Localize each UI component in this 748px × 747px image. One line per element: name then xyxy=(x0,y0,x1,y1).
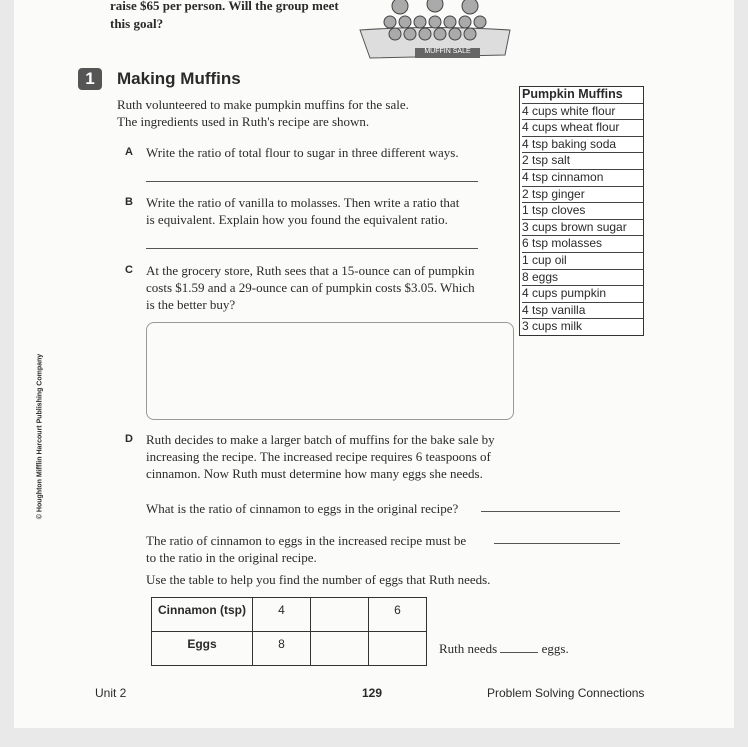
intro-line: this goal? xyxy=(110,16,164,31)
eggs-answer-blank[interactable] xyxy=(500,652,538,653)
ratio-answer-line[interactable] xyxy=(481,511,620,512)
part-a-label: A xyxy=(125,146,133,158)
text-line: is equivalent. Explain how you found the equivalent ratio. xyxy=(146,212,448,227)
text-line: Ruth decides to make a larger batch of muffins for the bake sale by xyxy=(146,432,495,447)
text-line: The ratio of cinnamon to eggs in the increased recipe must be xyxy=(146,533,467,548)
recipe-item: 3 cups brown sugar xyxy=(522,219,643,236)
part-d-text xyxy=(146,431,495,482)
intro-line: raise $65 per person. Will the group meet xyxy=(110,0,339,13)
row-header: Eggs xyxy=(152,632,253,666)
recipe-item: 1 tsp cloves xyxy=(522,202,643,219)
table-cell[interactable] xyxy=(369,632,427,666)
recipe-item: 4 tsp baking soda xyxy=(522,136,643,153)
recipe-item: 4 tsp vanilla xyxy=(522,302,643,319)
text-line: Write the ratio of vanilla to molasses. Then write a ratio that xyxy=(146,195,460,210)
question-cinnamon-eggs-ratio: What is the ratio of cinnamon to eggs in the original recipe? xyxy=(146,501,459,516)
part-d-label: D xyxy=(125,433,133,445)
ratio-table xyxy=(151,597,427,666)
table-row xyxy=(152,632,427,666)
recipe-item: 4 tsp cinnamon xyxy=(522,169,643,186)
recipe-item: 4 cups pumpkin xyxy=(522,285,643,302)
footer-unit: Unit 2 xyxy=(95,686,127,700)
text-line: is the better buy? xyxy=(146,297,236,312)
part-a-text: Write the ratio of total flour to sugar in three different ways. xyxy=(146,145,459,160)
footer-section: Problem Solving Connections xyxy=(487,686,645,700)
answer-suffix: eggs. xyxy=(541,641,569,656)
recipe-item: 4 cups wheat flour xyxy=(522,119,643,136)
part-c-label: C xyxy=(125,264,133,276)
recipe-title: Pumpkin Muffins xyxy=(522,87,623,101)
table-row xyxy=(152,598,427,632)
answer-prefix: Ruth needs xyxy=(439,641,498,656)
recipe-item: 4 cups white flour xyxy=(522,103,643,120)
table-cell: 4 xyxy=(253,598,311,632)
muffin-sale-sign: MUFFIN SALE xyxy=(424,48,471,55)
intro-text xyxy=(110,0,339,33)
table-instruction: Use the table to help you find the number of eggs that Ruth needs. xyxy=(146,572,491,587)
recipe-item: 1 cup oil xyxy=(522,252,643,269)
recipe-item: 2 tsp ginger xyxy=(522,186,643,203)
part-b-answer-line[interactable] xyxy=(146,248,478,249)
recipe-item: 2 tsp salt xyxy=(522,152,643,169)
part-b-label: B xyxy=(125,196,133,208)
table-cell[interactable] xyxy=(311,598,369,632)
intro-line: The ingredients used in Ruth's recipe are shown. xyxy=(117,114,370,129)
question-equivalent xyxy=(146,532,466,566)
problem-intro xyxy=(117,96,409,130)
part-a-answer-line[interactable] xyxy=(146,181,478,182)
table-cell: 6 xyxy=(369,598,427,632)
part-b-text xyxy=(146,194,459,228)
text-line: costs $1.59 and a 29-ounce can of pumpkin costs $3.05. Which xyxy=(146,280,475,295)
recipe-item: 8 eggs xyxy=(522,269,643,286)
recipe-item: 6 tsp molasses xyxy=(522,235,643,252)
page-number: 129 xyxy=(362,686,383,700)
intro-line: Ruth volunteered to make pumpkin muffins for the sale. xyxy=(117,97,409,112)
text-line: cinnamon. Now Ruth must determine how many eggs she needs. xyxy=(146,466,483,481)
recipe-item: 3 cups milk xyxy=(522,318,643,335)
recipe-box xyxy=(519,86,644,336)
table-cell[interactable] xyxy=(311,632,369,666)
part-c-text xyxy=(146,262,475,313)
row-header: Cinnamon (tsp) xyxy=(152,598,253,632)
text-line: At the grocery store, Ruth sees that a 15-ounce can of pumpkin xyxy=(146,263,475,278)
table-cell: 8 xyxy=(253,632,311,666)
problem-number-badge: 1 xyxy=(78,68,102,90)
text-line: increasing the recipe. The increased recipe requires 6 teaspoons of xyxy=(146,449,491,464)
text-line: to the ratio in the original recipe. xyxy=(146,550,317,565)
equivalent-answer-line[interactable] xyxy=(494,543,620,544)
part-c-answer-box[interactable] xyxy=(146,322,514,420)
copyright-notice: © Houghton Mifflin Harcourt Publishing Company xyxy=(36,353,44,520)
eggs-answer xyxy=(439,640,569,657)
problem-title: Making Muffins xyxy=(117,69,241,88)
